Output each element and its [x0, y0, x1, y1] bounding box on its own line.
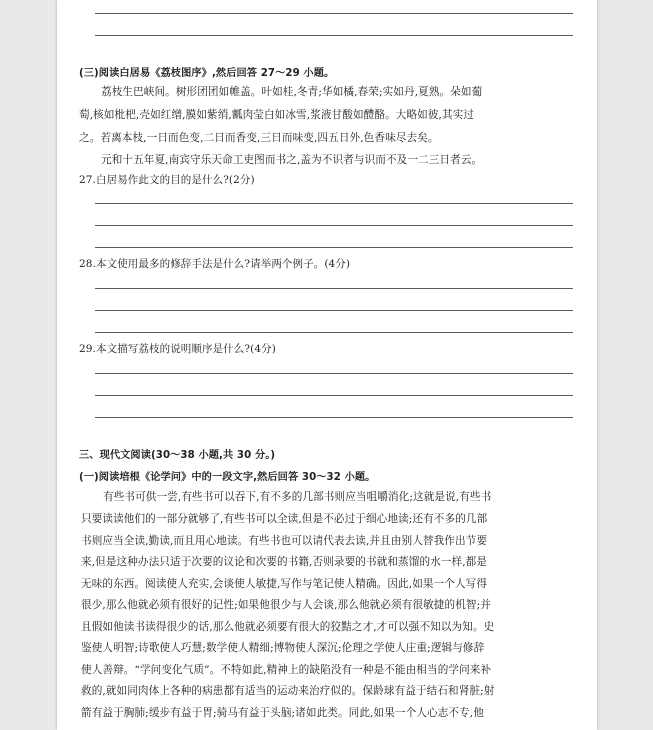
answer-line[interactable]	[95, 247, 573, 248]
answer-line[interactable]	[95, 203, 573, 204]
answer-line[interactable]	[95, 310, 573, 311]
paragraph-line: 只要读读他们的一部分就够了,有些书可以全读,但是不必过于细心地读;还有不多的几部	[81, 513, 488, 525]
question-28: 28.本文使用最多的修辞手法是什么?请举两个例子。(4分)	[79, 258, 351, 270]
answer-line[interactable]	[95, 225, 573, 226]
paragraph-line: 来,但是这种办法只适于次要的议论和次要的书籍,否则录要的书就和蒸馏的水一样,都是	[81, 556, 488, 568]
answer-line[interactable]	[95, 395, 573, 396]
answer-line[interactable]	[95, 332, 573, 333]
paragraph-line: 萄,核如枇杷,壳如红缯,膜如紫绡,瓤肉莹白如冰雪,浆液甘酸如醴酪。大略如彼,其实过	[79, 109, 475, 121]
paragraph-line: 且假如他读书读得很少的话,那么他就必须要有很大的狡黠之才,才可以强不知以为知。史	[81, 621, 495, 633]
question-27: 27.白居易作此文的目的是什么?(2分)	[79, 174, 255, 186]
paragraph-line: 之。若离本枝,一日而色变,二日而香变,三日而味变,四五日外,色香味尽去矣。	[79, 132, 439, 144]
paragraph-line: 荔枝生巴峡间。树形团团如帷盖。叶如桂,冬青;华如橘,春荣;实如丹,夏熟。朵如葡	[101, 86, 483, 98]
question-29: 29.本文描写荔枝的说明顺序是什么?(4分)	[79, 343, 276, 355]
paragraph-line: 鉴使人明智;诗歌使人巧慧;数学使人精细;博物使人深沉;伦理之学使人庄重;逻辑与修辞	[81, 642, 485, 654]
answer-line[interactable]	[95, 13, 573, 14]
answer-line[interactable]	[95, 288, 573, 289]
paragraph-line: 元和十五年夏,南宾守乐天命工吏图而书之,盖为不识者与识而不及一二三日者云。	[101, 154, 483, 166]
answer-line[interactable]	[95, 35, 573, 36]
section-heading: (三)阅读白居易《荔枝图序》,然后回答 27～29 小题。	[79, 68, 335, 79]
paragraph-line: 很少,那么他就必须有很好的记性;如果他很少与人会谈,那么他就必须有很敏捷的机智;并	[81, 599, 491, 611]
subsection-heading: (一)阅读培根《论学问》中的一段文字,然后回答 30～32 小题。	[79, 472, 376, 483]
part-heading: 三、现代文阅读(30～38 小题,共 30 分。)	[79, 450, 276, 461]
paragraph-line: 书则应当全读,勤读,而且用心地读。有些书也可以请代表去读,并且由别人替我作出节要	[81, 535, 488, 547]
paragraph-line: 救的,就如同肉体上各种的病患都有适当的运动来治疗似的。保龄球有益于结石和肾脏;射	[81, 685, 495, 697]
paragraph-line: 有些书可供一尝,有些书可以吞下,有不多的几部书则应当咀嚼消化;这就是说,有些书	[103, 491, 492, 503]
answer-line[interactable]	[95, 373, 573, 374]
paragraph-line: 无味的东西。阅读使人充实,会谈使人敏捷,写作与笔记使人精确。因此,如果一个人写得	[81, 578, 488, 590]
answer-line[interactable]	[95, 417, 573, 418]
paragraph-line: 使人善辩。“学问变化气质”。不特如此,精神上的缺陷没有一种是不能由相当的学问来补	[81, 664, 492, 676]
paragraph-line: 箭有益于胸肺;缓步有益于胃;骑马有益于头脑;诸如此类。同此,如果一个人心志不专,他	[81, 707, 484, 719]
document-page	[57, 0, 597, 730]
